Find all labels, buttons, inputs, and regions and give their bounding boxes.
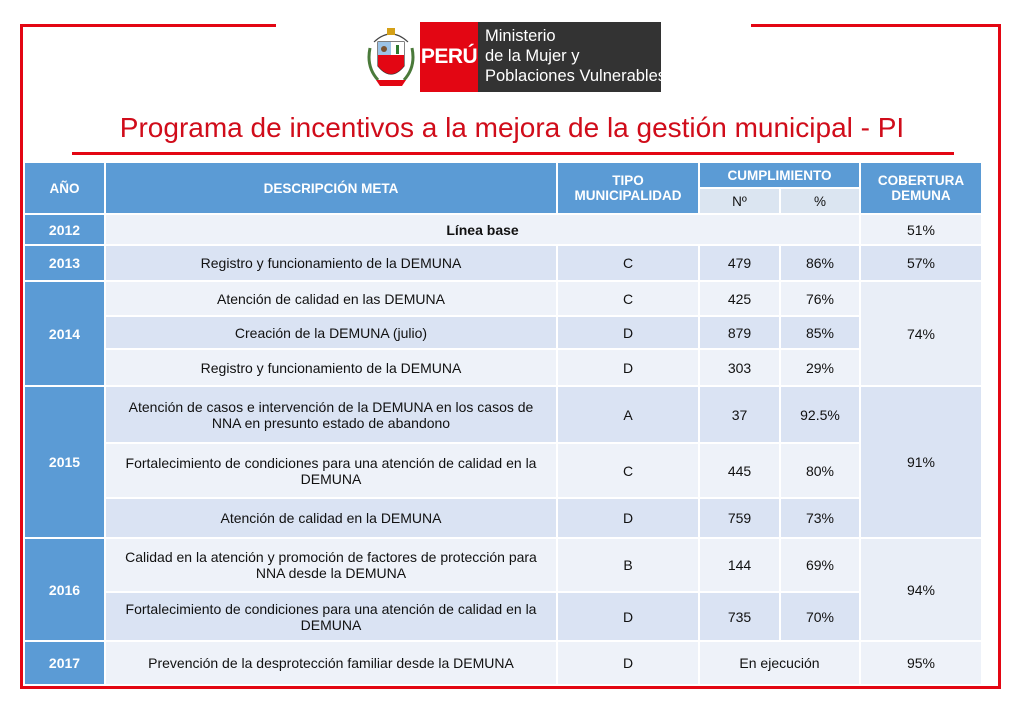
table-row [24, 281, 982, 316]
ministry-line-3: Poblaciones Vulnerables [485, 67, 667, 85]
header-coverage: COBERTURA DEMUNA [860, 162, 982, 214]
type-cell: A [557, 386, 699, 443]
type-cell: D [557, 316, 699, 349]
type-cell: C [557, 245, 699, 281]
type-cell: D [557, 641, 699, 685]
goals-table [23, 161, 983, 686]
coverage-cell: 94% [860, 538, 982, 641]
type-cell: D [557, 592, 699, 641]
description-cell: Registro y funcionamiento de la DEMUNA [105, 245, 557, 281]
number-cell: 144 [699, 538, 780, 592]
percent-cell: 86% [780, 245, 860, 281]
coverage-cell: 95% [860, 641, 982, 685]
table-header-row [24, 162, 982, 188]
description-cell: Registro y funcionamiento de la DEMUNA [105, 349, 557, 386]
table-row [24, 349, 982, 386]
frame-top-right [751, 24, 1001, 27]
type-cell: C [557, 443, 699, 498]
description-cell: Prevención de la desprotección familiar desde la DEMUNA [105, 641, 557, 685]
header-number: Nº [699, 188, 780, 214]
table-row [24, 443, 982, 498]
header-description: DESCRIPCIÓN META [105, 162, 557, 214]
ministry-logo [366, 22, 667, 92]
year-cell: 2013 [24, 245, 105, 281]
coverage-cell: 91% [860, 386, 982, 538]
number-cell: 303 [699, 349, 780, 386]
percent-cell: 76% [780, 281, 860, 316]
table-row [24, 538, 982, 592]
description-cell: Creación de la DEMUNA (julio) [105, 316, 557, 349]
year-cell: 2017 [24, 641, 105, 685]
baseline-label: Línea base [105, 214, 860, 245]
type-cell: D [557, 498, 699, 538]
table-row [24, 214, 982, 245]
description-cell: Fortalecimiento de condiciones para una atención de calidad en la DEMUNA [105, 592, 557, 641]
header-compliance: CUMPLIMIENTO [699, 162, 860, 188]
type-cell: D [557, 349, 699, 386]
percent-cell: 92.5% [780, 386, 860, 443]
number-cell: 879 [699, 316, 780, 349]
year-cell: 2014 [24, 281, 105, 386]
year-cell: 2015 [24, 386, 105, 538]
coverage-cell: 74% [860, 281, 982, 386]
number-cell: 445 [699, 443, 780, 498]
percent-cell: 85% [780, 316, 860, 349]
table-row [24, 641, 982, 685]
table-row [24, 245, 982, 281]
number-cell: 759 [699, 498, 780, 538]
coat-of-arms-icon [366, 22, 416, 92]
country-label: PERÚ [420, 22, 478, 92]
header-type: TIPO MUNICIPALIDAD [557, 162, 699, 214]
percent-cell: 69% [780, 538, 860, 592]
type-cell: C [557, 281, 699, 316]
description-cell: Atención de casos e intervención de la DEMUNA en los casos de NNA en presunto estado de abandono [105, 386, 557, 443]
year-cell: 2012 [24, 214, 105, 245]
title-underline [72, 152, 954, 155]
number-cell: 479 [699, 245, 780, 281]
ministry-line-1: Ministerio [485, 27, 556, 45]
percent-cell: 70% [780, 592, 860, 641]
coverage-cell: 51% [860, 214, 982, 245]
number-cell: 37 [699, 386, 780, 443]
number-cell: 425 [699, 281, 780, 316]
description-cell: Atención de calidad en la DEMUNA [105, 498, 557, 538]
table-row [24, 592, 982, 641]
page-title: Programa de incentivos a la mejora de la gestión municipal - PI [119, 112, 905, 143]
frame-bottom [20, 686, 1001, 689]
header-year: AÑO [24, 162, 105, 214]
description-cell: Calidad en la atención y promoción de factores de protección para NNA desde la DEMUNA [105, 538, 557, 592]
table-row [24, 386, 982, 443]
table-row [24, 316, 982, 349]
header-percent: % [780, 188, 860, 214]
description-cell: Fortalecimiento de condiciones para una atención de calidad en la DEMUNA [105, 443, 557, 498]
year-cell: 2016 [24, 538, 105, 641]
ministry-line-2: de la Mujer y [485, 47, 580, 65]
table-row [24, 498, 982, 538]
percent-cell: 29% [780, 349, 860, 386]
frame-top-left [20, 24, 276, 27]
percent-cell: 80% [780, 443, 860, 498]
percent-cell: 73% [780, 498, 860, 538]
coverage-cell: 57% [860, 245, 982, 281]
number-cell: 735 [699, 592, 780, 641]
ministry-name [478, 22, 667, 92]
status-cell: En ejecución [699, 641, 860, 685]
type-cell: B [557, 538, 699, 592]
description-cell: Atención de calidad en las DEMUNA [105, 281, 557, 316]
